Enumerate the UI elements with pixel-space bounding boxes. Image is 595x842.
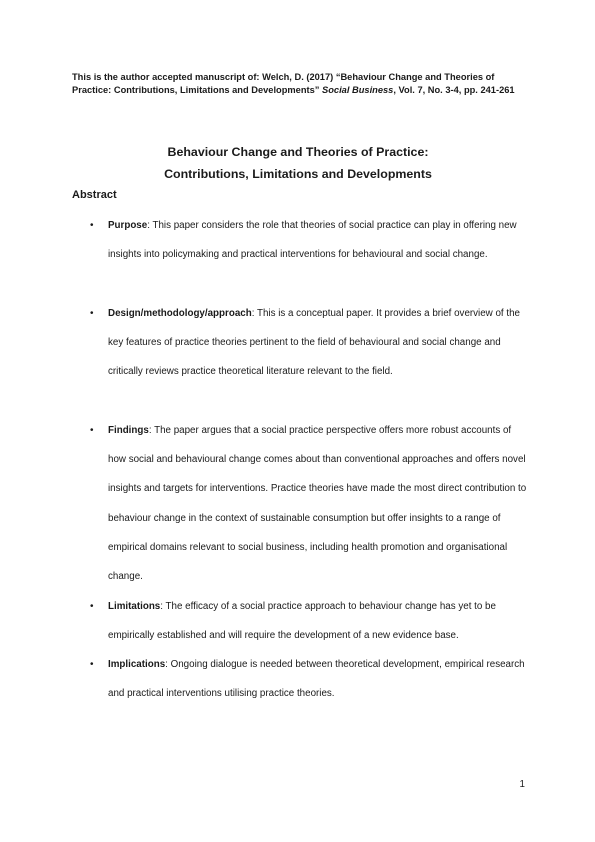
abstract-item-text: : Ongoing dialogue is needed between theoretical development, empirical research and practical interventions utilising practice theories. xyxy=(108,659,525,700)
abstract-item-term: Findings xyxy=(108,425,149,436)
abstract-item-purpose xyxy=(90,211,528,269)
abstract-item-term: Design/methodology/approach xyxy=(108,308,252,319)
abstract-item-limitations xyxy=(90,592,528,650)
abstract-item-text: : This paper considers the role that theories of social practice can play in offering new insights into policymaking and practical interventions for behavioural and social change. xyxy=(108,220,517,261)
citation-journal: Social Business xyxy=(322,85,394,95)
abstract-item-findings xyxy=(90,416,528,591)
citation-suffix: , Vol. 7, No. 3-4, pp. 241-261 xyxy=(393,85,515,95)
abstract-item-term: Implications xyxy=(108,659,166,670)
paper-title-line-2: Contributions, Limitations and Developments xyxy=(164,167,432,181)
bullet-marker: • xyxy=(90,601,94,612)
citation-note xyxy=(72,71,532,97)
bullet-marker: • xyxy=(90,308,94,319)
abstract-item-text: : This is a conceptual paper. It provides a brief overview of the key features of practice theories pertinent to the field of behavioural and social change and critically reviews practice theoretical literature relevant to the field. xyxy=(108,308,520,378)
abstract-item-term: Limitations xyxy=(108,601,161,612)
abstract-item-text: : The efficacy of a social practice approach to behaviour change has yet to be empirically established and will require the development of a new evidence base. xyxy=(108,601,496,642)
abstract-item-design xyxy=(90,299,528,387)
abstract-item-implications xyxy=(90,650,528,708)
page-number: 1 xyxy=(519,779,525,790)
bullet-marker: • xyxy=(90,220,94,231)
paper-title-line-1: Behaviour Change and Theories of Practice: xyxy=(167,145,429,159)
abstract-item-text: : The paper argues that a social practice perspective offers more robust accounts of how social and behavioural change comes about than conventional approaches and offers novel insights and targets for interventions. Practice theories have made the most direct contribution to behaviour change in the context of sustainable consumption but offer insights to a range of empirical domains relevant to social business, including health promotion and organisational change. xyxy=(108,425,527,583)
bullet-marker: • xyxy=(90,659,94,670)
citation-prefix: This is the author accepted manuscript of: Welch, D. (2017) “Behaviour Change and Theories of Practice: Contributions, Limitations and Developments” xyxy=(72,72,495,95)
abstract-item-term: Purpose xyxy=(108,220,148,231)
abstract-heading: Abstract xyxy=(72,189,117,201)
bullet-marker: • xyxy=(90,425,94,436)
